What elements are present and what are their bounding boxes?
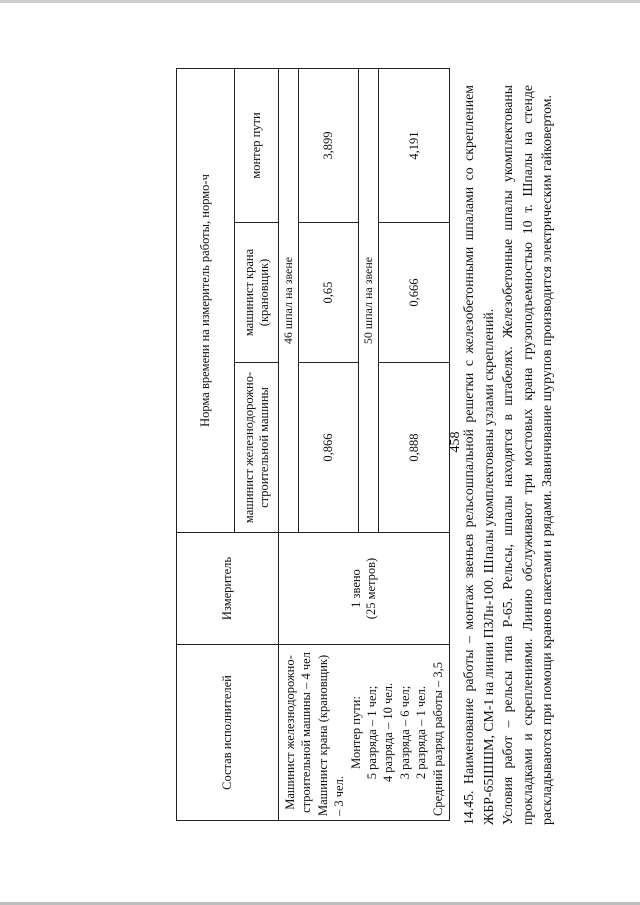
crew-line: 3 разряда – 6 чел;	[397, 685, 412, 780]
header-machinist: машинист железнодорожно-строительной машины	[235, 363, 279, 533]
row2-crane-value: 0,666	[379, 223, 450, 363]
unit-line: 1 звено	[349, 569, 363, 608]
row2-label: 50 шпал на звене	[359, 69, 379, 533]
row2-machinist-value: 0,888	[379, 363, 450, 533]
row1-crane-value: 0,65	[299, 223, 359, 363]
unit-line: (25 метров)	[364, 557, 378, 620]
task-conditions-sentence: Условия работ – рельсы типа Р-65. Рельсы, шпалы находятся в штабелях. Железобетонные шпалы укомплектованы прокладками и скреплениями. Линию обслуживают три мостовых крана грузоподъемностью 10 т. Шпалы на стенде раскладываются при помощи кранов пакетами и рядами. Завинчивание шурупов производится электрическим гайковертом.	[500, 85, 554, 825]
crew-line: 2 разряда – 1 чел.	[414, 685, 429, 780]
header-unit: Измеритель	[177, 533, 279, 645]
header-norm: Норма времени на измеритель работы, нормо-ч	[177, 69, 235, 533]
row1-machinist-value: 0,866	[299, 363, 359, 533]
page-number: 458	[448, 431, 463, 453]
crew-composition	[279, 645, 450, 821]
crew-line: строительной машины – 4 чел	[299, 652, 314, 813]
row1-label: 46 шпал на звене	[279, 69, 299, 533]
unit-cell	[279, 533, 450, 645]
crew-line: Машинист железнодорожно-	[282, 655, 297, 810]
crew-line: 5 разряда – 1 чел;	[365, 685, 379, 780]
crew-line: Средний разряд работы – 3,5	[430, 662, 445, 816]
crew-line: Монтер пути:	[348, 696, 363, 769]
row1-track-value: 3,899	[299, 69, 359, 223]
row2-track-value: 4,191	[379, 69, 450, 223]
header-crew: Состав исполнителей	[177, 645, 279, 821]
crew-line: Машинист крана (крановщик) – 3 чел.	[315, 654, 347, 816]
task-description	[459, 85, 557, 825]
header-track-fitter: монтер пути	[235, 69, 279, 223]
crew-line: 4 разряда – 10 чел.	[381, 682, 396, 783]
task-title-sentence: 14.45. Наименование работы – монтаж звеньев рельсошпальной решетки с железобетонными шпалами со скреплением ЖБР-65ШШМ, СМ-1 на линии ПЗЛн-100. Шпалы укомплектованы узлами скреплений.	[461, 85, 496, 825]
norms-table	[176, 68, 450, 821]
header-crane-operator: машинист крана (крановщик)	[235, 223, 279, 363]
